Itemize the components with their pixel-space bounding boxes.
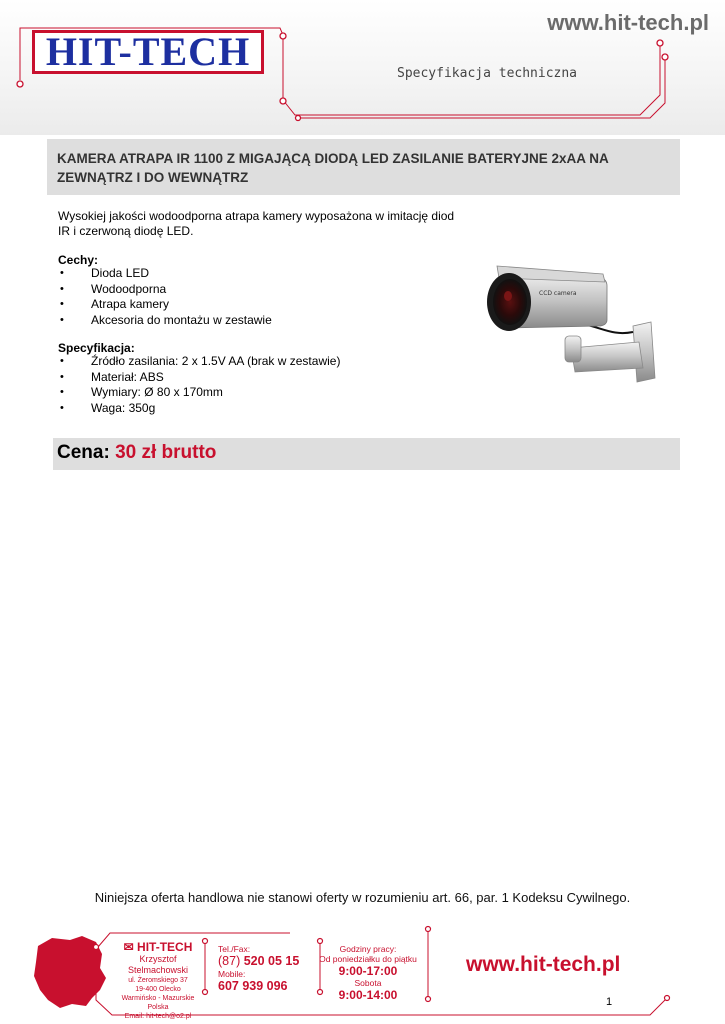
weekdays-label: Od poniedziałku do piątku xyxy=(319,954,417,964)
price xyxy=(57,442,216,464)
footer-region: Warmińsko - Mazurskie xyxy=(121,995,195,1002)
price-label: Cena: xyxy=(57,442,110,463)
hours-title: Godziny pracy: xyxy=(339,944,397,954)
logo-text: HIT-TECH xyxy=(45,29,251,74)
page-number: 1 xyxy=(606,996,613,1008)
site-url-header[interactable]: www.hit-tech.pl xyxy=(547,10,709,35)
legal-disclaimer: Niniejsza oferta handlowa nie stanowi oferty w rozumieniu art. 66, par. 1 Kodeksu Cywilnego. xyxy=(94,890,631,905)
specification-heading: Specyfikacja: xyxy=(58,341,135,355)
weekday-hours: 9:00-17:00 xyxy=(338,964,398,978)
list-item: • Dioda LED xyxy=(58,266,458,282)
features-list xyxy=(58,266,458,328)
list-item: • Akcesoria do montażu w zestawie xyxy=(58,313,458,329)
mobile-number: 607 939 096 xyxy=(218,979,288,993)
features-heading: Cechy: xyxy=(58,253,99,267)
tel-number xyxy=(218,954,318,969)
site-url-footer[interactable]: www.hit-tech.pl xyxy=(466,953,621,976)
camera-product-image xyxy=(483,262,659,386)
footer-hours-info xyxy=(318,944,418,1002)
price-value: 30 zł brutto xyxy=(115,442,217,463)
mail-icon: ✉ xyxy=(123,940,134,954)
product-title-band xyxy=(47,139,680,195)
saturday-hours: 9:00-14:00 xyxy=(338,988,398,1002)
product-description: Wysokiej jakości wodoodporna atrapa kamery wyposażona w imitację diod IR i czerwoną diodę LED. xyxy=(58,209,455,238)
list-item: • Materiał: ABS xyxy=(58,370,458,386)
spec-label: Specyfikacja techniczna xyxy=(397,66,578,81)
camera-label-text: CCD camera xyxy=(539,290,577,297)
footer-city: 19-400 Olecko xyxy=(135,986,181,993)
footer-phone-info xyxy=(218,944,318,994)
tel-label: Tel./Fax: xyxy=(218,944,251,954)
footer-owner: Krzysztof Stelmachowski xyxy=(127,954,189,975)
footer-street: ul. Żeromskiego 37 xyxy=(128,977,188,984)
tel-digits: 520 05 15 xyxy=(243,954,300,968)
price-band xyxy=(53,438,680,470)
footer-brand xyxy=(112,940,204,954)
list-item: • Wodoodporna xyxy=(58,282,458,298)
saturday-label: Sobota xyxy=(354,978,382,988)
mobile-label: Mobile: xyxy=(218,969,246,979)
specification-list xyxy=(58,354,458,416)
list-item: • Atrapa kamery xyxy=(58,297,458,313)
product-title: KAMERA ATRAPA IR 1100 Z MIGAJĄCĄ DIODĄ LED ZASILANIE BATERYJNE 2xAA NA ZEWNĄTRZ I DO WEWNĄTRZ xyxy=(57,151,609,185)
tel-prefix: (87) xyxy=(218,954,241,968)
company-logo xyxy=(32,30,264,74)
list-item: • Wymiary: Ø 80 x 170mm xyxy=(58,385,458,401)
list-item: • Waga: 350g xyxy=(58,401,458,417)
list-item: • Źródło zasilania: 2 x 1.5V AA (brak w zestawie) xyxy=(58,354,458,370)
footer-email[interactable]: Email: hit-tech@o2.pl xyxy=(124,1013,192,1020)
footer-country: Polska xyxy=(147,1004,169,1011)
footer-company-info xyxy=(112,940,204,1021)
footer-brand-text: HIT-TECH xyxy=(137,940,193,954)
